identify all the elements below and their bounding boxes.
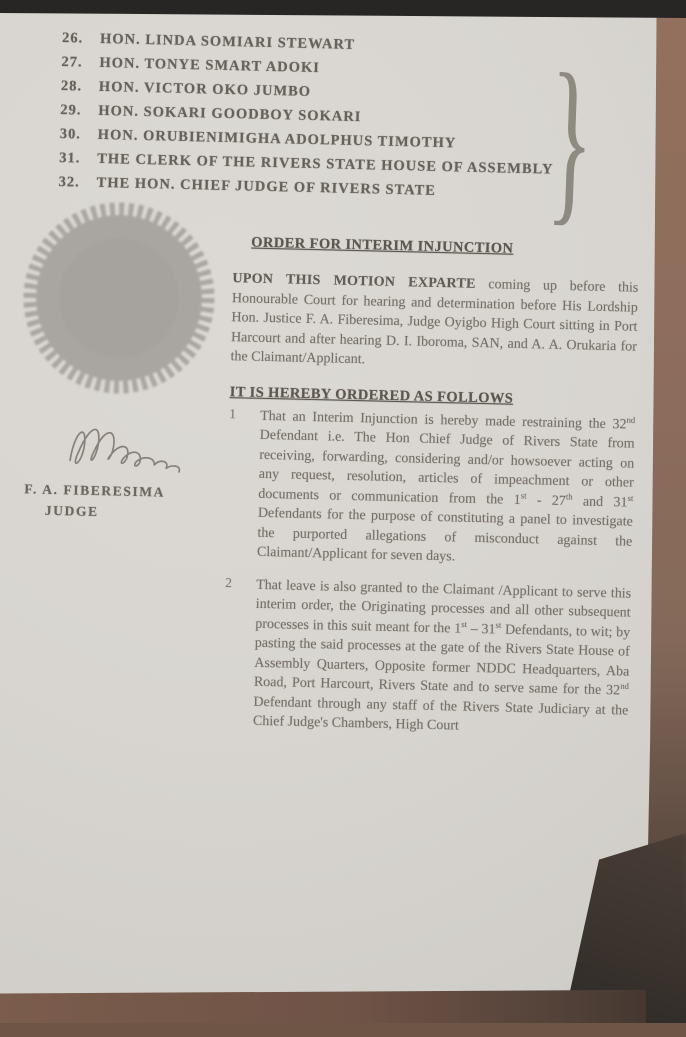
defendant-name: HON. LINDA SOMIARI STEWART xyxy=(99,30,356,53)
defendant-name: THE HON. CHIEF JUDGE OF RIVERS STATE xyxy=(96,174,437,199)
defendant-number: 26. xyxy=(61,30,84,47)
signatory-title: JUDGE xyxy=(44,502,99,520)
defendant-number: 27. xyxy=(61,54,83,71)
defendant-number: 30. xyxy=(59,126,82,143)
order-item-number: 2 xyxy=(225,574,233,590)
judge-signature xyxy=(62,416,193,483)
order-item-number: 1 xyxy=(229,405,237,421)
motion-paragraph xyxy=(230,269,638,376)
order-item-text: That an Interim Injunction is hereby made restraining the 32nd Defendant i.e. The Hon Chief Judge of Rivers State from receiving, forwarding, considering and/or howsoever acting on any request, resolution, articles of impeachment or other documents or communication from the 1st - 27th and 31st Defendants for the purpose of constituting a panel to investigate the purported allegations of misconduct against the Claimant/Applicant for seven days. xyxy=(256,408,636,565)
defendant-number: 31. xyxy=(59,150,81,167)
defendant-name: HON. SOKARI GOODBOY SOKARI xyxy=(98,102,362,126)
defendant-name: THE CLERK OF THE RIVERS STATE HOUSE OF ASSEMBLY xyxy=(97,150,554,178)
defendants-list xyxy=(58,26,602,207)
order-item-text: That leave is also granted to the Claimant /Applicant to serve this interim order, the Originating processes and all other subsequent processes in this suit meant for the 1st – 31st Defendants, to wit; by pasting the said processes at the gate of the Rivers State House of Assembly Quarters, Opposite former NDDC Headquarters, Aba Road, Port Harcourt, Rivers State and to serve same for the 32nd Defendant through any staff of the Rivers State Judiciary at the Chief Judge's Chambers, High Court xyxy=(252,577,632,734)
defendant-name: HON. VICTOR OKO JUMBO xyxy=(98,78,312,100)
defendant-number: 29. xyxy=(60,102,82,119)
order-body xyxy=(221,234,639,753)
ordered-heading: IT IS HEREBY ORDERED AS FOLLOWS xyxy=(229,383,514,407)
defendant-number: 32. xyxy=(58,174,80,191)
signatory-name: F. A. FIBERESIMA xyxy=(24,481,166,500)
defendant-name: HON. ORUBIENIMIGHA ADOLPHUS TIMOTHY xyxy=(97,126,457,152)
order-item xyxy=(226,406,636,572)
defendants-brace: } xyxy=(545,35,597,244)
motion-lead: UPON THIS MOTION EXPARTE xyxy=(232,271,476,292)
defendant-number: 28. xyxy=(60,78,83,95)
motion-body: coming up before this Honourable Court for hearing and determination before His Lordship Hon. Justice F. A. Fiberesima, Judge Oyigbo High Court sitting in Port Harcourt and after hearing D. I. Iboroma, SAN, and A. A. Orukaria for the Claimant/Applicant. xyxy=(230,276,639,368)
defendant-name: HON. TONYE SMART ADOKI xyxy=(99,54,321,77)
order-item xyxy=(222,575,632,741)
order-heading: ORDER FOR INTERIM INJUNCTION xyxy=(251,234,514,257)
